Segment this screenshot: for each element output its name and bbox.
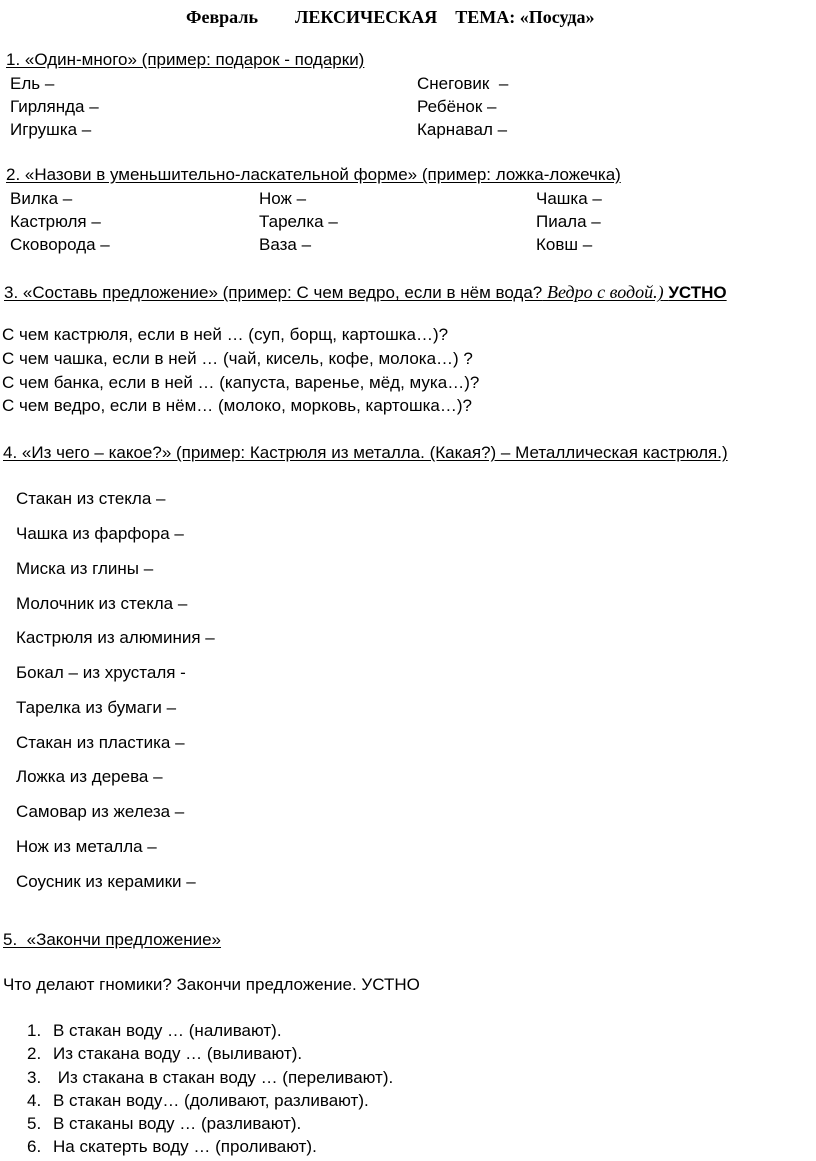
- section1-item: Карнавал –: [417, 120, 508, 139]
- section3-title-main: 3. «Составь предложение» (пример: С чем ведро, если в нём вода?: [4, 283, 543, 302]
- section4-item: Тарелка из бумаги –: [16, 698, 177, 717]
- list-item: В стаканы воду … (разливают).: [53, 1114, 302, 1133]
- list-item-number: 3.: [27, 1068, 42, 1087]
- section3-line: С чем кастрюля, если в ней … (суп, борщ, картошка…)?: [2, 325, 449, 344]
- section1-item: Гирлянда –: [10, 97, 99, 116]
- section4-item: Бокал – из хрусталя -: [16, 663, 186, 682]
- section4-item: Соусник из керамики –: [16, 872, 196, 891]
- section4-item: Стакан из пластика –: [16, 733, 185, 752]
- section2-title: 2. «Назови в уменьшительно-ласкательной форме» (пример: ложка-ложечка): [6, 165, 621, 184]
- section4-title: 4. «Из чего – какое?» (пример: Кастрюля из металла. (Какая?) – Металлическая кастрюля.): [3, 443, 728, 462]
- section1-item: Ребёнок –: [417, 97, 497, 116]
- section2-item: Нож –: [259, 189, 307, 208]
- section2-item: Ваза –: [259, 235, 312, 254]
- section4-item: Стакан из стекла –: [16, 489, 166, 508]
- list-item-number: 5.: [27, 1114, 42, 1133]
- section2-item: Ковш –: [536, 235, 593, 254]
- section5-intro: Что делают гномики? Закончи предложение. УСТНО: [3, 975, 420, 994]
- list-item: В стакан воду… (доливают, разливают).: [53, 1091, 369, 1110]
- section2-item: Кастрюля –: [10, 212, 101, 231]
- section1-title: 1. «Один-много» (пример: подарок - подарки): [6, 50, 365, 69]
- section4-item: Чашка из фарфора –: [16, 524, 184, 543]
- list-item: На скатерть воду … (проливают).: [53, 1137, 317, 1156]
- section3-title-example: Ведро с водой.): [547, 282, 664, 302]
- section2-item: Вилка –: [10, 189, 73, 208]
- section2-item: Пиала –: [536, 212, 601, 231]
- list-item: В стакан воду … (наливают).: [53, 1021, 282, 1040]
- section2-item: Сковорода –: [10, 235, 110, 254]
- section1-item: Ель –: [10, 74, 55, 93]
- list-item-number: 6.: [27, 1137, 42, 1156]
- section2-item: Тарелка –: [259, 212, 338, 231]
- section1-item: Снеговик –: [417, 74, 509, 93]
- section1-item: Игрушка –: [10, 120, 92, 139]
- section3-line: С чем ведро, если в нём… (молоко, морковь, картошка…)?: [2, 396, 472, 415]
- section4-item: Молочник из стекла –: [16, 594, 188, 613]
- list-item: Из стакана воду … (выливают).: [53, 1044, 303, 1063]
- section3-title: [4, 283, 727, 301]
- section3-line: С чем банка, если в ней … (капуста, варенье, мёд, мука…)?: [2, 373, 480, 392]
- section4-item: Миска из глины –: [16, 559, 154, 578]
- section2-item: Чашка –: [536, 189, 602, 208]
- section4-item: Самовар из железа –: [16, 802, 185, 821]
- section4-item: Ложка из дерева –: [16, 767, 163, 786]
- header-month: Февраль: [186, 7, 258, 27]
- list-item: Из стакана в стакан воду … (переливают).: [53, 1068, 394, 1087]
- list-item-number: 2.: [27, 1044, 42, 1063]
- section3-title-oral: УСТНО: [668, 283, 727, 302]
- header-topic: ЛЕКСИЧЕСКАЯ ТЕМА: «Посуда»: [295, 7, 595, 27]
- section4-item: Кастрюля из алюминия –: [16, 628, 215, 647]
- section3-line: С чем чашка, если в ней … (чай, кисель, кофе, молока…) ?: [2, 349, 473, 368]
- section4-item: Нож из металла –: [16, 837, 157, 856]
- list-item-number: 4.: [27, 1091, 42, 1110]
- section5-title: 5. «Закончи предложение»: [3, 930, 222, 949]
- list-item-number: 1.: [27, 1021, 42, 1040]
